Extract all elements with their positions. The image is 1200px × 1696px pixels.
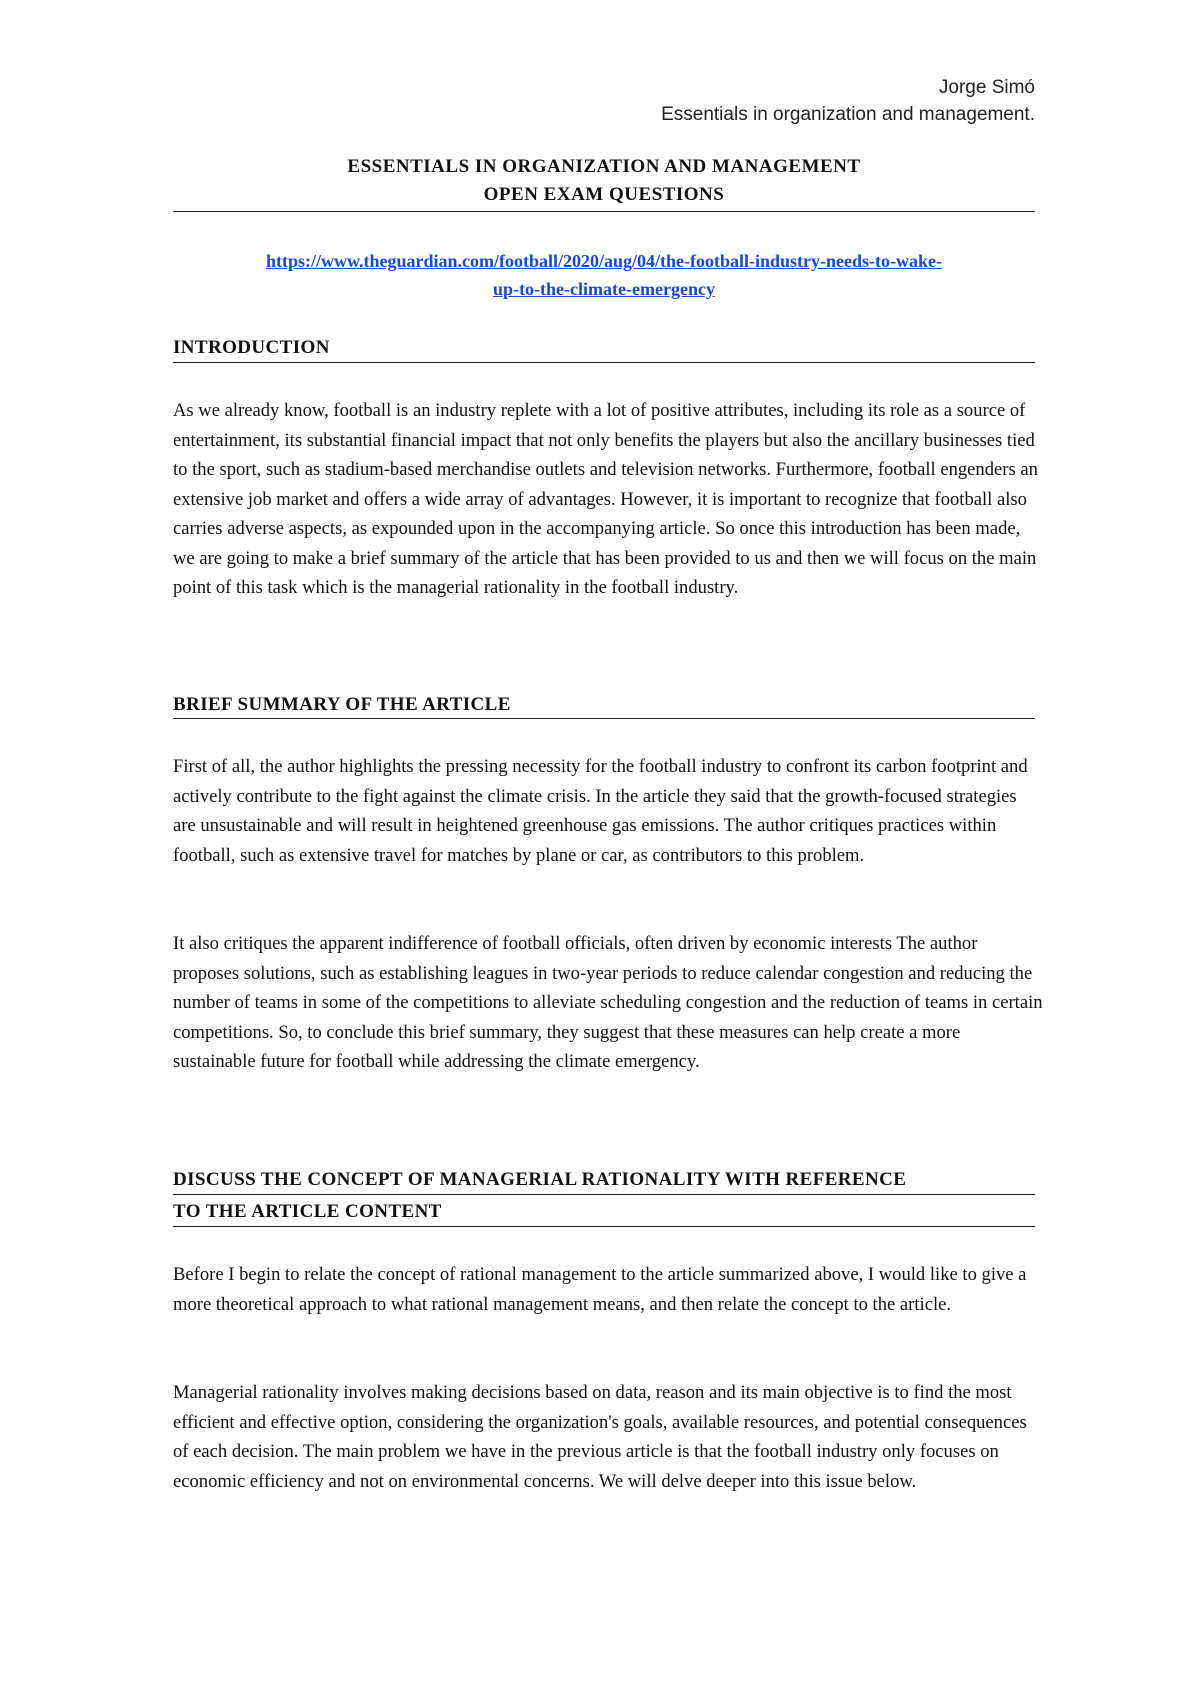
- summary-paragraph-2: It also critiques the apparent indifference of football officials, often driven by economic interests The author proposes solutions, such as establishing leagues in two-year periods to reduce calendar congestion and reducing the number of teams in some of the competitions to alleviate scheduling congestion and the reduction of teams in certain competitions. So, to conclude this brief summary, they suggest that these measures can help create a more sustainable future for football while addressing the climate emergency.: [173, 933, 1043, 1072]
- document-title: [173, 153, 1035, 209]
- introduction-paragraph: As we already know, football is an industry replete with a lot of positive attributes, including its role as a source of entertainment, its substantial financial impact that not only benefits the players but also the ancillary businesses tied to the sport, such as stadium-based merchandise outlets and television networks. Furthermore, football engenders an extensive job market and offers a wide array of advantages. However, it is important to recognize that football also carries adverse aspects, as expounded upon in the accompanying article. So once this introduction has been made, we are going to make a brief summary of the article that has been provided to us and then we will focus on the main point of this task which is the managerial rationality in the football industry.: [173, 400, 1038, 598]
- discussion-paragraph-1: Before I begin to relate the concept of rational management to the article summarized above, I would like to give a more theoretical approach to what rational management means, and then relate the concept to the article.: [173, 1264, 1027, 1315]
- header-author: Jorge Simó: [938, 77, 1035, 98]
- title-line-2: OPEN EXAM QUESTIONS: [483, 184, 725, 205]
- summary-rule: [173, 718, 1035, 719]
- page-header: [661, 74, 1035, 128]
- discussion-rule-2: [173, 1226, 1035, 1227]
- article-link[interactable]: [173, 247, 1035, 303]
- header-course: Essentials in organization and management.: [661, 104, 1035, 125]
- introduction-heading: INTRODUCTION: [173, 337, 330, 358]
- discussion-paragraph-2: Managerial rationality involves making decisions based on data, reason and its main objective is to find the most efficient and effective option, considering the organization's goals, available resources, and potential consequences of each decision. The main problem we have in the previous article is that the football industry only focuses on economic efficiency and not on environmental concerns. We will delve deeper into this issue below.: [173, 1382, 1027, 1492]
- introduction-rule: [173, 362, 1035, 363]
- title-line-1: ESSENTIALS IN ORGANIZATION AND MANAGEMENT: [347, 156, 861, 177]
- discussion-heading-line-2: TO THE ARTICLE CONTENT: [173, 1201, 442, 1222]
- summary-heading: BRIEF SUMMARY OF THE ARTICLE: [173, 694, 511, 715]
- article-link-line-1[interactable]: https://www.theguardian.com/football/2020/aug/04/the-football-industry-needs-to-wake-: [265, 251, 942, 271]
- article-link-line-2[interactable]: up-to-the-climate-emergency: [493, 279, 715, 299]
- discussion-heading-line-1: DISCUSS THE CONCEPT OF MANAGERIAL RATIONALITY WITH REFERENCE: [173, 1169, 907, 1190]
- summary-paragraph-1: First of all, the author highlights the pressing necessity for the football industry to confront its carbon footprint and actively contribute to the fight against the climate crisis. In the article they said that the growth-focused strategies are unsustainable and will result in heightened greenhouse gas emissions. The author critiques practices within football, such as extensive travel for matches by plane or car, as contributors to this problem.: [173, 756, 1028, 866]
- title-rule: [173, 211, 1035, 212]
- discussion-rule-1: [173, 1194, 1035, 1195]
